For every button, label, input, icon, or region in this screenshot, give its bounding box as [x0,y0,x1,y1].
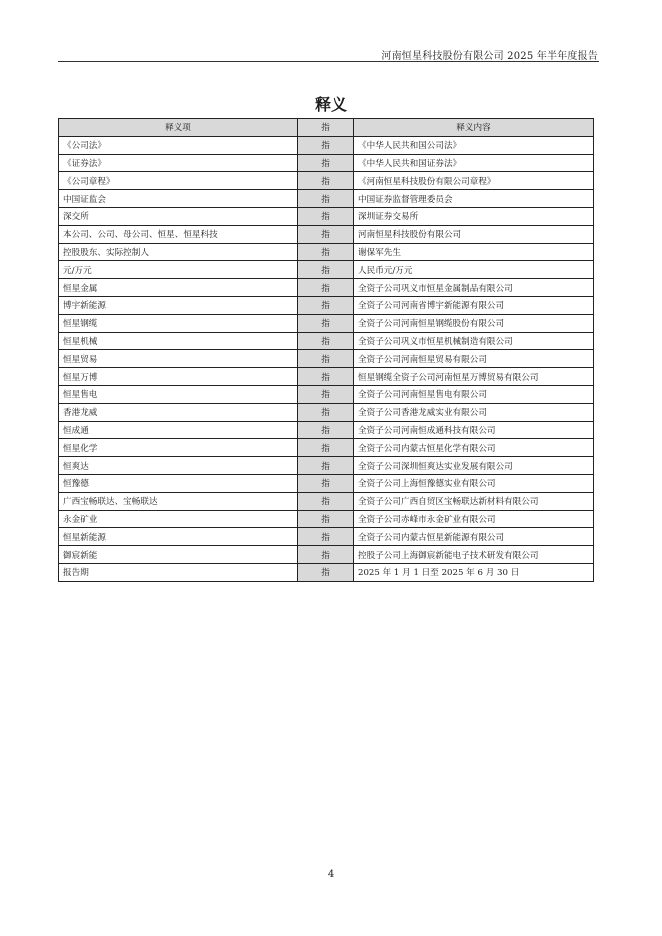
term-cell: 恒星万博 [59,368,298,386]
ref-cell: 指 [298,563,354,581]
term-cell: 恒星钢缆 [59,314,298,332]
header-divider [58,61,599,62]
ref-cell: 指 [298,207,354,225]
table-row [59,439,594,457]
column-header-ref: 指 [298,119,354,137]
term-cell: 恒星金属 [59,279,298,297]
ref-cell: 指 [298,154,354,172]
table-header-row [59,119,594,137]
table-row [59,492,594,510]
term-cell: 恒豫德 [59,474,298,492]
definition-cell: 全资子公司河南恒成通科技有限公司 [354,421,594,439]
ref-cell: 指 [298,136,354,154]
term-cell: 深交所 [59,207,298,225]
table-row [59,403,594,421]
term-cell: 中国证监会 [59,190,298,208]
definition-cell: 深圳证券交易所 [354,207,594,225]
definition-cell: 谢保军先生 [354,243,594,261]
table-row [59,563,594,581]
term-cell: 永金矿业 [59,510,298,528]
term-cell: 元/万元 [59,261,298,279]
ref-cell: 指 [298,368,354,386]
definition-cell: 全资子公司赤峰市永金矿业有限公司 [354,510,594,528]
definition-cell: 全资子公司河南恒星贸易有限公司 [354,350,594,368]
ref-cell: 指 [298,243,354,261]
term-cell: 恒星化学 [59,439,298,457]
definition-cell: 全资子公司河南恒星售电有限公司 [354,385,594,403]
term-cell: 博宇新能源 [59,296,298,314]
table-row [59,368,594,386]
ref-cell: 指 [298,332,354,350]
term-cell: 御宸新能 [59,546,298,564]
term-cell: 《公司章程》 [59,172,298,190]
definition-cell: 全资子公司深圳恒爽达实业发展有限公司 [354,457,594,475]
table-row [59,207,594,225]
table-row [59,350,594,368]
term-cell: 恒星机械 [59,332,298,350]
table-row [59,261,594,279]
term-cell: 香港龙威 [59,403,298,421]
ref-cell: 指 [298,510,354,528]
term-cell: 本公司、公司、母公司、恒星、恒星科技 [59,225,298,243]
ref-cell: 指 [298,225,354,243]
definition-cell: 河南恒星科技股份有限公司 [354,225,594,243]
definition-cell: 全资子公司巩义市恒星机械制造有限公司 [354,332,594,350]
term-cell: 恒爽达 [59,457,298,475]
report-header: 河南恒星科技股份有限公司 2025 年半年度报告 [381,51,598,62]
ref-cell: 指 [298,385,354,403]
table-body [59,136,594,581]
definition-cell: 恒星钢缆全资子公司河南恒星万博贸易有限公司 [354,368,594,386]
table-row [59,457,594,475]
term-cell: 《公司法》 [59,136,298,154]
table-row [59,546,594,564]
definitions-table [58,118,594,582]
definition-cell: 《中华人民共和国公司法》 [354,136,594,154]
ref-cell: 指 [298,261,354,279]
table-row [59,528,594,546]
table-row [59,279,594,297]
table-row [59,154,594,172]
term-cell: 恒星售电 [59,385,298,403]
column-header-definition: 释义内容 [354,119,594,137]
definition-cell: 全资子公司河南恒星钢缆股份有限公司 [354,314,594,332]
ref-cell: 指 [298,439,354,457]
ref-cell: 指 [298,421,354,439]
ref-cell: 指 [298,314,354,332]
definition-cell: 控股子公司上海御宸新能电子技术研发有限公司 [354,546,594,564]
table-row [59,421,594,439]
definition-cell: 《中华人民共和国证券法》 [354,154,594,172]
table-row [59,243,594,261]
term-cell: 恒成通 [59,421,298,439]
term-cell: 恒星新能源 [59,528,298,546]
table-row [59,190,594,208]
term-cell: 控股股东、实际控制人 [59,243,298,261]
ref-cell: 指 [298,172,354,190]
definition-cell: 全资子公司内蒙古恒星化学有限公司 [354,439,594,457]
term-cell: 报告期 [59,563,298,581]
definition-cell: 人民币元/万元 [354,261,594,279]
definition-cell: 全资子公司上海恒豫德实业有限公司 [354,474,594,492]
definition-cell: 全资子公司河南省博宇新能源有限公司 [354,296,594,314]
ref-cell: 指 [298,403,354,421]
ref-cell: 指 [298,528,354,546]
ref-cell: 指 [298,350,354,368]
table-row [59,136,594,154]
ref-cell: 指 [298,474,354,492]
table-row [59,510,594,528]
table-row [59,296,594,314]
page-title: 释义 [314,95,347,114]
definition-cell: 《河南恒星科技股份有限公司章程》 [354,172,594,190]
table-row [59,172,594,190]
definition-cell: 全资子公司广西自贸区宝畅联达新材料有限公司 [354,492,594,510]
ref-cell: 指 [298,296,354,314]
definition-cell: 中国证券监督管理委员会 [354,190,594,208]
definition-cell: 2025 年 1 月 1 日至 2025 年 6 月 30 日 [354,563,594,581]
ref-cell: 指 [298,492,354,510]
term-cell: 广西宝畅联达、宝畅联达 [59,492,298,510]
ref-cell: 指 [298,279,354,297]
term-cell: 《证券法》 [59,154,298,172]
ref-cell: 指 [298,457,354,475]
table-row [59,225,594,243]
definition-cell: 全资子公司香港龙威实业有限公司 [354,403,594,421]
table-row [59,332,594,350]
column-header-term: 释义项 [59,119,298,137]
ref-cell: 指 [298,190,354,208]
definition-cell: 全资子公司内蒙古恒星新能源有限公司 [354,528,594,546]
table-row [59,385,594,403]
term-cell: 恒星贸易 [59,350,298,368]
ref-cell: 指 [298,546,354,564]
table-row [59,314,594,332]
table-row [59,474,594,492]
definition-cell: 全资子公司巩义市恒星金属制品有限公司 [354,279,594,297]
page-number: 4 [327,869,335,880]
